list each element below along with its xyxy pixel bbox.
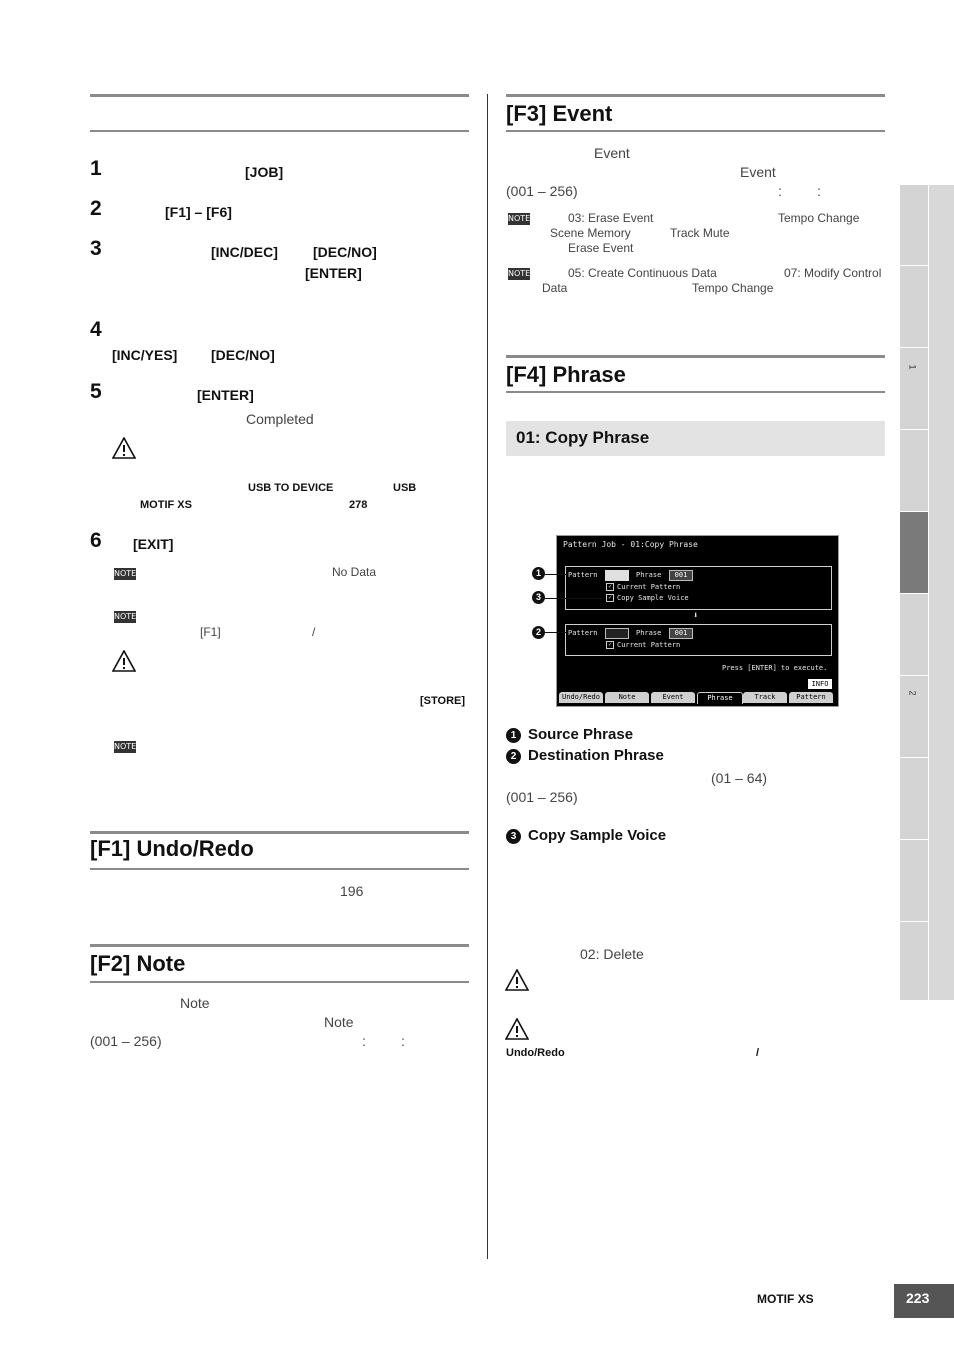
top-rule-left-2 bbox=[90, 130, 469, 132]
side-tab[interactable] bbox=[900, 922, 928, 1001]
copy-phrase-title: 01: Copy Phrase bbox=[516, 428, 650, 447]
tempo-change-ref: Tempo Change bbox=[778, 211, 860, 225]
item-number: 1 bbox=[506, 728, 521, 743]
dec-no-key: [DEC/NO] bbox=[313, 244, 377, 260]
lcd-screen bbox=[556, 535, 839, 707]
inc-dec-key: [INC/DEC] bbox=[211, 244, 278, 260]
side-tab[interactable] bbox=[900, 348, 928, 430]
scene-memory-ref: Scene Memory bbox=[550, 226, 631, 240]
src-phrase-label: Phrase bbox=[636, 571, 662, 579]
usb-term: USB bbox=[393, 482, 417, 494]
no-data-text: No Data bbox=[332, 565, 377, 579]
item-label: Copy Sample Voice bbox=[528, 827, 667, 844]
f1-f6-keys: [F1] – [F6] bbox=[165, 204, 232, 220]
f4-rule-top bbox=[506, 355, 885, 358]
erase-event-ref-2: Erase Event bbox=[568, 241, 634, 255]
item-label: Destination Phrase bbox=[528, 747, 664, 764]
side-tab[interactable] bbox=[900, 266, 928, 348]
undo-redo-slash: / bbox=[756, 1047, 760, 1059]
f3-colon-2: : bbox=[817, 183, 821, 199]
execute-hint: Press [ENTER] to execute. bbox=[722, 664, 828, 672]
page-ref-196: 196 bbox=[340, 883, 364, 899]
side-tab[interactable] bbox=[900, 840, 928, 922]
lcd-tab-bar bbox=[559, 692, 835, 704]
src-current-pattern-checkbox[interactable]: ✓ bbox=[606, 583, 614, 591]
item-number: 2 bbox=[506, 749, 521, 764]
side-tab-divider bbox=[928, 185, 929, 1000]
event-word-1: Event bbox=[594, 145, 630, 161]
callout-3: 3 bbox=[532, 591, 545, 604]
src-pattern-label: Pattern bbox=[568, 571, 598, 579]
undo-redo-term: Undo/Redo bbox=[506, 1047, 565, 1059]
side-tab-label-1: 1 bbox=[907, 364, 918, 370]
footer-brand: MOTIF XS bbox=[757, 1292, 814, 1306]
erase-event-ref: 03: Erase Event bbox=[568, 211, 654, 225]
tab-event[interactable]: Event bbox=[651, 692, 695, 703]
job-key: [JOB] bbox=[245, 164, 284, 180]
data-ref: Data bbox=[542, 281, 568, 295]
page-number: 223 bbox=[894, 1284, 954, 1318]
warning-icon bbox=[505, 1018, 529, 1040]
note-icon: NOTE bbox=[508, 214, 531, 223]
f2-colon-2: : bbox=[401, 1033, 405, 1049]
item-copy-sample-voice bbox=[506, 827, 666, 844]
f4-rule-bottom bbox=[506, 391, 885, 393]
page-ref-278: 278 bbox=[349, 499, 368, 511]
f2-rule-bottom bbox=[90, 981, 469, 983]
callout-line-3 bbox=[545, 598, 603, 599]
delete-ref: 02: Delete bbox=[580, 946, 644, 962]
side-tab[interactable] bbox=[900, 430, 928, 512]
f2-colon-1: : bbox=[362, 1033, 366, 1049]
pattern-range: (01 – 64) bbox=[711, 770, 768, 786]
usb-to-device-term: USB TO DEVICE bbox=[248, 482, 334, 494]
tab-phrase[interactable]: Phrase bbox=[697, 692, 743, 704]
tab-undo-redo[interactable]: Undo/Redo bbox=[559, 692, 603, 703]
warning-icon bbox=[112, 650, 136, 672]
step-number-4: 4 bbox=[90, 318, 102, 341]
note-word-2: Note bbox=[324, 1014, 354, 1030]
note-word-1: Note bbox=[180, 995, 210, 1011]
slash-text: / bbox=[312, 625, 316, 639]
note-icon: NOTE bbox=[114, 742, 137, 751]
inc-yes-key: [INC/YES] bbox=[112, 347, 178, 363]
f2-rule-top bbox=[90, 944, 469, 947]
f1-key-ref: [F1] bbox=[200, 625, 221, 639]
src-pattern-field[interactable] bbox=[605, 570, 629, 581]
dec-no-key-2: [DEC/NO] bbox=[211, 347, 275, 363]
f3-rule-bottom bbox=[506, 130, 885, 132]
track-mute-ref: Track Mute bbox=[670, 226, 730, 240]
f3-rule-top bbox=[506, 94, 885, 97]
src-current-pattern-label: Current Pattern bbox=[617, 583, 681, 591]
f2-section-title: [F2] Note bbox=[90, 951, 186, 976]
dst-phrase-label: Phrase bbox=[636, 629, 662, 637]
copy-sample-voice-label: Copy Sample Voice bbox=[617, 594, 689, 602]
callout-1: 1 bbox=[532, 567, 545, 580]
info-button[interactable]: INFO bbox=[808, 679, 832, 689]
note-icon: NOTE bbox=[114, 612, 137, 621]
warning-icon bbox=[112, 437, 136, 459]
callout-line-1 bbox=[545, 574, 567, 575]
column-separator bbox=[487, 94, 488, 1259]
step-number-3: 3 bbox=[90, 237, 102, 260]
item-source-phrase bbox=[506, 726, 633, 743]
copy-sample-voice-checkbox[interactable]: ✓ bbox=[606, 594, 614, 602]
side-tab[interactable] bbox=[900, 676, 928, 758]
item-label: Source Phrase bbox=[528, 726, 634, 743]
dst-pattern-field[interactable] bbox=[605, 628, 629, 639]
side-tab-label-2: 2 bbox=[907, 690, 918, 696]
step-number-2: 2 bbox=[90, 197, 102, 220]
modify-control-ref: 07: Modify Control bbox=[784, 266, 882, 280]
tab-pattern[interactable]: Pattern bbox=[789, 692, 833, 703]
motif-term: MOTIF XS bbox=[140, 499, 192, 511]
store-key: [STORE] bbox=[420, 695, 466, 707]
side-tab[interactable] bbox=[900, 594, 928, 676]
f1-rule-bottom bbox=[90, 868, 469, 870]
step-number-5: 5 bbox=[90, 380, 102, 403]
step-number-1: 1 bbox=[90, 157, 102, 180]
f3-range: (001 – 256) bbox=[506, 183, 578, 199]
create-continuous-ref: 05: Create Continuous Data bbox=[568, 266, 717, 280]
warning-icon bbox=[505, 969, 529, 991]
chapter-side-tabs bbox=[900, 185, 954, 1000]
dst-current-pattern-label: Current Pattern bbox=[617, 641, 681, 649]
enter-key: [ENTER] bbox=[305, 265, 362, 281]
f2-range: (001 – 256) bbox=[90, 1033, 162, 1049]
side-tab[interactable] bbox=[900, 185, 928, 266]
dst-pattern-label: Pattern bbox=[568, 629, 598, 637]
top-rule-left bbox=[90, 94, 469, 97]
f1-rule-top bbox=[90, 831, 469, 834]
tab-note[interactable]: Note bbox=[605, 692, 649, 703]
f3-colon-1: : bbox=[778, 183, 782, 199]
note-icon: NOTE bbox=[508, 269, 531, 278]
side-tab[interactable] bbox=[900, 758, 928, 840]
src-phrase-field[interactable]: 001 bbox=[669, 570, 693, 581]
f4-section-title: [F4] Phrase bbox=[506, 362, 626, 387]
callout-line-2 bbox=[545, 632, 567, 633]
step-number-6: 6 bbox=[90, 529, 102, 552]
copy-phrase-subheading bbox=[506, 421, 885, 456]
exit-key: [EXIT] bbox=[133, 536, 174, 552]
enter-key-2: [ENTER] bbox=[197, 387, 254, 403]
phrase-range: (001 – 256) bbox=[506, 789, 578, 805]
item-number: 3 bbox=[506, 829, 521, 844]
completed-text: Completed bbox=[246, 411, 314, 427]
item-destination-phrase bbox=[506, 747, 664, 764]
tab-track[interactable]: Track bbox=[743, 692, 787, 703]
f3-section-title: [F3] Event bbox=[506, 101, 613, 126]
dst-current-pattern-checkbox[interactable]: ✓ bbox=[606, 641, 614, 649]
dst-phrase-field[interactable]: 001 bbox=[669, 628, 693, 639]
lcd-title: Pattern Job - 01:Copy Phrase bbox=[563, 540, 698, 549]
note-icon: NOTE bbox=[114, 569, 137, 578]
down-arrow-icon: ⬇ bbox=[693, 611, 699, 621]
callout-2: 2 bbox=[532, 626, 545, 639]
event-word-2: Event bbox=[740, 164, 776, 180]
tempo-change-ref-2: Tempo Change bbox=[692, 281, 774, 295]
side-tab-active[interactable] bbox=[900, 512, 928, 594]
f1-section-title: [F1] Undo/Redo bbox=[90, 836, 254, 861]
